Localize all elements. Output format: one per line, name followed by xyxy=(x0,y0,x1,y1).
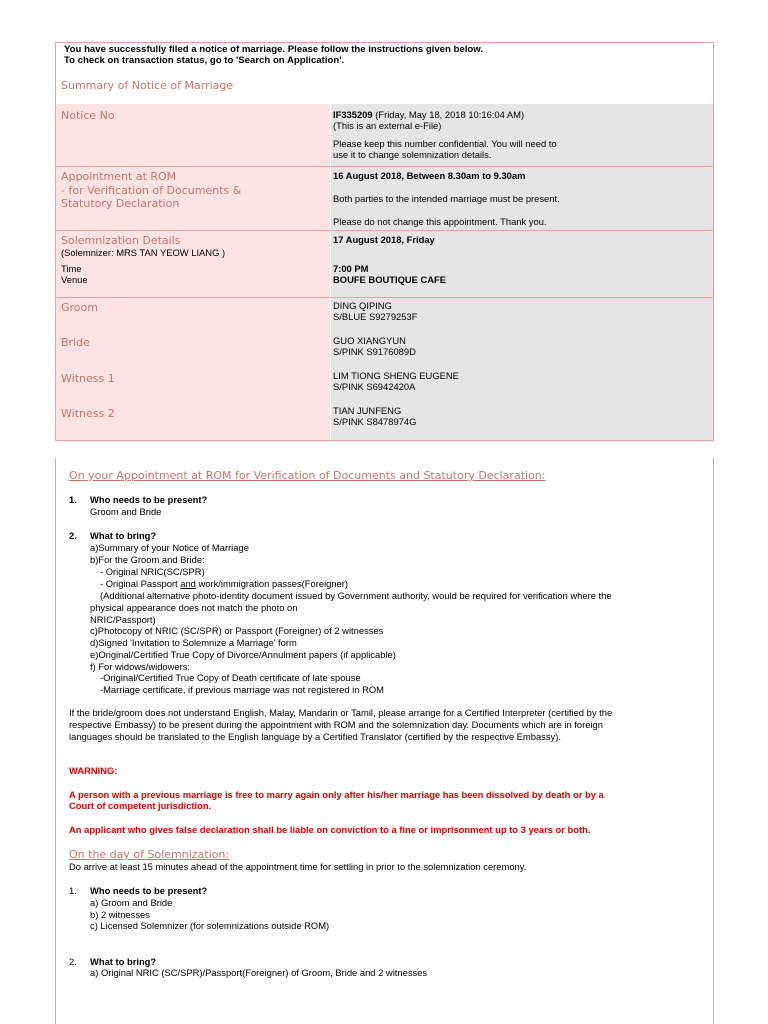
arrive-note: Do arrive at least 15 minutes ahead of the appointment time for settling in prior to the solemnization ceremony. xyxy=(69,861,527,872)
bring-item: e)Original/Certified True Copy of Divorce/Annulment papers (if applicable) xyxy=(90,649,396,660)
notice-value-cell xyxy=(331,104,713,166)
solemnization-time: 7:00 PM xyxy=(333,263,369,274)
notice-label-cell xyxy=(56,104,330,166)
day-q2-number: 2. xyxy=(69,956,77,967)
appointment-note-1: Both parties to the intended marriage must be present. xyxy=(333,193,560,204)
passport-pre: - Original Passport xyxy=(100,578,181,589)
warning-line-2: Court of competent jurisdiction. xyxy=(69,800,212,811)
success-line-2: To check on transaction status, go to 'Search on Application'. xyxy=(64,55,345,66)
widow-item-2: -Marriage certificate, if previous marriage was not registered in ROM xyxy=(100,684,384,695)
passport-post: work/immigration passes(Foreigner) xyxy=(195,578,349,589)
groom-id: S/BLUE S9279253F xyxy=(333,311,418,322)
venue-label: Venue xyxy=(61,274,88,285)
bring-item: - Original NRIC(SC/SPR) xyxy=(100,566,205,577)
warning-line-1: A person with a previous marriage is free to marry again only after his/her marriage has been dissolved by death or by a xyxy=(69,789,604,800)
solemnizer-name: (Solemnizer: MRS TAN YEOW LIANG ) xyxy=(61,247,226,258)
notice-datetime: (Friday, May 18, 2018 10:16:04 AM) xyxy=(372,109,525,120)
parties-block xyxy=(56,298,713,440)
confidential-note-1: Please keep this number confidential. You will need to xyxy=(333,138,557,149)
bring-item: b)For the Groom and Bride: xyxy=(90,554,205,565)
bride-id: S/PINK S9176089D xyxy=(333,346,416,357)
notice-summary-panel xyxy=(55,42,714,441)
bring-item: c)Photocopy of NRIC (SC/SPR) or Passport (Foreigner) of 2 witnesses xyxy=(90,625,384,636)
passport-and: and xyxy=(180,578,196,589)
solemnization-venue: BOUFE BOUTIQUE CAFE xyxy=(333,274,447,285)
day-q1: Who needs to be present? xyxy=(90,885,208,896)
appointment-label-cell xyxy=(56,167,330,230)
efile-note: (This is an external e-File) xyxy=(333,120,442,131)
solemnization-value-cell xyxy=(331,231,713,297)
instructions-panel xyxy=(55,458,714,1024)
rom-q2-number: 2. xyxy=(69,530,77,541)
day-b-item: a) Original NRIC (SC/SPR)/Passport(Foreigner) of Groom, Bride and 2 witnesses xyxy=(90,967,428,978)
appointment-value-cell xyxy=(331,167,713,230)
warning-line-3: An applicant who gives false declaration shall be liable on conviction to a fine or imprisonment up to 3 years or both. xyxy=(69,824,591,835)
notice-number: IF335209 xyxy=(333,109,373,120)
day-a-item: b) 2 witnesses xyxy=(90,909,150,920)
interpreter-line-3: languages should be translated to the English language by a Certified Translator (certified by the respective Embassy). xyxy=(69,731,561,742)
witness1-id: S/PINK S6942420A xyxy=(333,381,416,392)
solemnization-date: 17 August 2018, Friday xyxy=(333,234,435,245)
solemnization-label: Solemnization Details xyxy=(61,234,181,247)
day-q2: What to bring? xyxy=(90,956,157,967)
time-label: Time xyxy=(61,263,82,274)
appointment-row xyxy=(56,167,713,230)
rom-q2: What to bring? xyxy=(90,530,157,541)
appointment-label-3: Statutory Declaration xyxy=(61,197,180,210)
day-a-item: c) Licensed Solemnizer (for solemnizations outside ROM) xyxy=(90,920,330,931)
alt-doc-line-2: physical appearance does not match the photo on xyxy=(90,602,298,613)
day-q1-number: 1. xyxy=(69,885,77,896)
rom-section-title: On your Appointment at ROM for Verification of Documents and Statutory Declaration: xyxy=(69,469,546,482)
interpreter-line-2: respective Embassy) to be present during the appointment with ROM and the solemnization day. Documents which are in foreign xyxy=(69,719,603,730)
parties-label-cell xyxy=(56,298,330,440)
confidential-note-2: use it to change solemnization details. xyxy=(333,149,492,160)
bring-item: d)Signed 'Invitation to Solemnize a Marriage' form xyxy=(90,637,297,648)
witness1-name: LIM TIONG SHENG EUGENE xyxy=(333,370,459,381)
appointment-label xyxy=(61,170,241,211)
alt-doc-line-3: NRIC/Passport) xyxy=(90,614,156,625)
appointment-label-1: Appointment at ROM xyxy=(61,170,177,183)
notice-label: Notice No xyxy=(61,109,115,122)
day-section-title: On the day of Solemnization: xyxy=(69,848,230,861)
passport-line xyxy=(100,578,348,590)
warning-title: WARNING: xyxy=(69,765,118,776)
bride-label: Bride xyxy=(61,336,90,349)
appointment-note-2: Please do not change this appointment. Thank you. xyxy=(333,216,547,227)
solemnization-row xyxy=(56,231,713,297)
rom-a1: Groom and Bride xyxy=(90,506,162,517)
appointment-label-2: - for Verification of Documents & xyxy=(61,183,242,197)
witness1-label: Witness 1 xyxy=(61,372,115,385)
groom-label: Groom xyxy=(61,301,98,314)
rom-q1: Who needs to be present? xyxy=(90,494,208,505)
solemnization-label-cell xyxy=(56,231,330,297)
bring-item: a)Summary of your Notice of Marriage xyxy=(90,542,249,553)
notice-number-line xyxy=(333,109,524,120)
success-line-1: You have successfully filed a notice of marriage. Please follow the instructions given below. xyxy=(64,44,484,55)
appointment-date: 16 August 2018, Between 8.30am to 9.30am xyxy=(333,170,526,181)
widow-item-1: -Original/Certified True Copy of Death certificate of late spouse xyxy=(100,672,361,683)
notice-row xyxy=(56,104,713,166)
witness2-id: S/PINK S8478974G xyxy=(333,416,417,427)
interpreter-line-1: If the bride/groom does not understand English, Malay, Mandarin or Tamil, please arrange for a Certified Interpreter (certified by the xyxy=(69,707,613,718)
bride-name: GUO XIANGYUN xyxy=(333,335,406,346)
groom-name: DING QIPING xyxy=(333,300,392,311)
rom-q1-number: 1. xyxy=(69,494,77,505)
success-message xyxy=(64,44,483,66)
day-a-item: a) Groom and Bride xyxy=(90,897,173,908)
witness2-name: TIAN JUNFENG xyxy=(333,405,402,416)
alt-doc-line-1: (Additional alternative photo-identity document issued by Government authority, would be required for verification where the xyxy=(100,590,612,601)
bring-item: f) For widows/widowers: xyxy=(90,661,191,672)
parties-value-cell xyxy=(331,298,713,440)
summary-title: Summary of Notice of Marriage xyxy=(61,79,234,92)
witness2-label: Witness 2 xyxy=(61,407,115,420)
